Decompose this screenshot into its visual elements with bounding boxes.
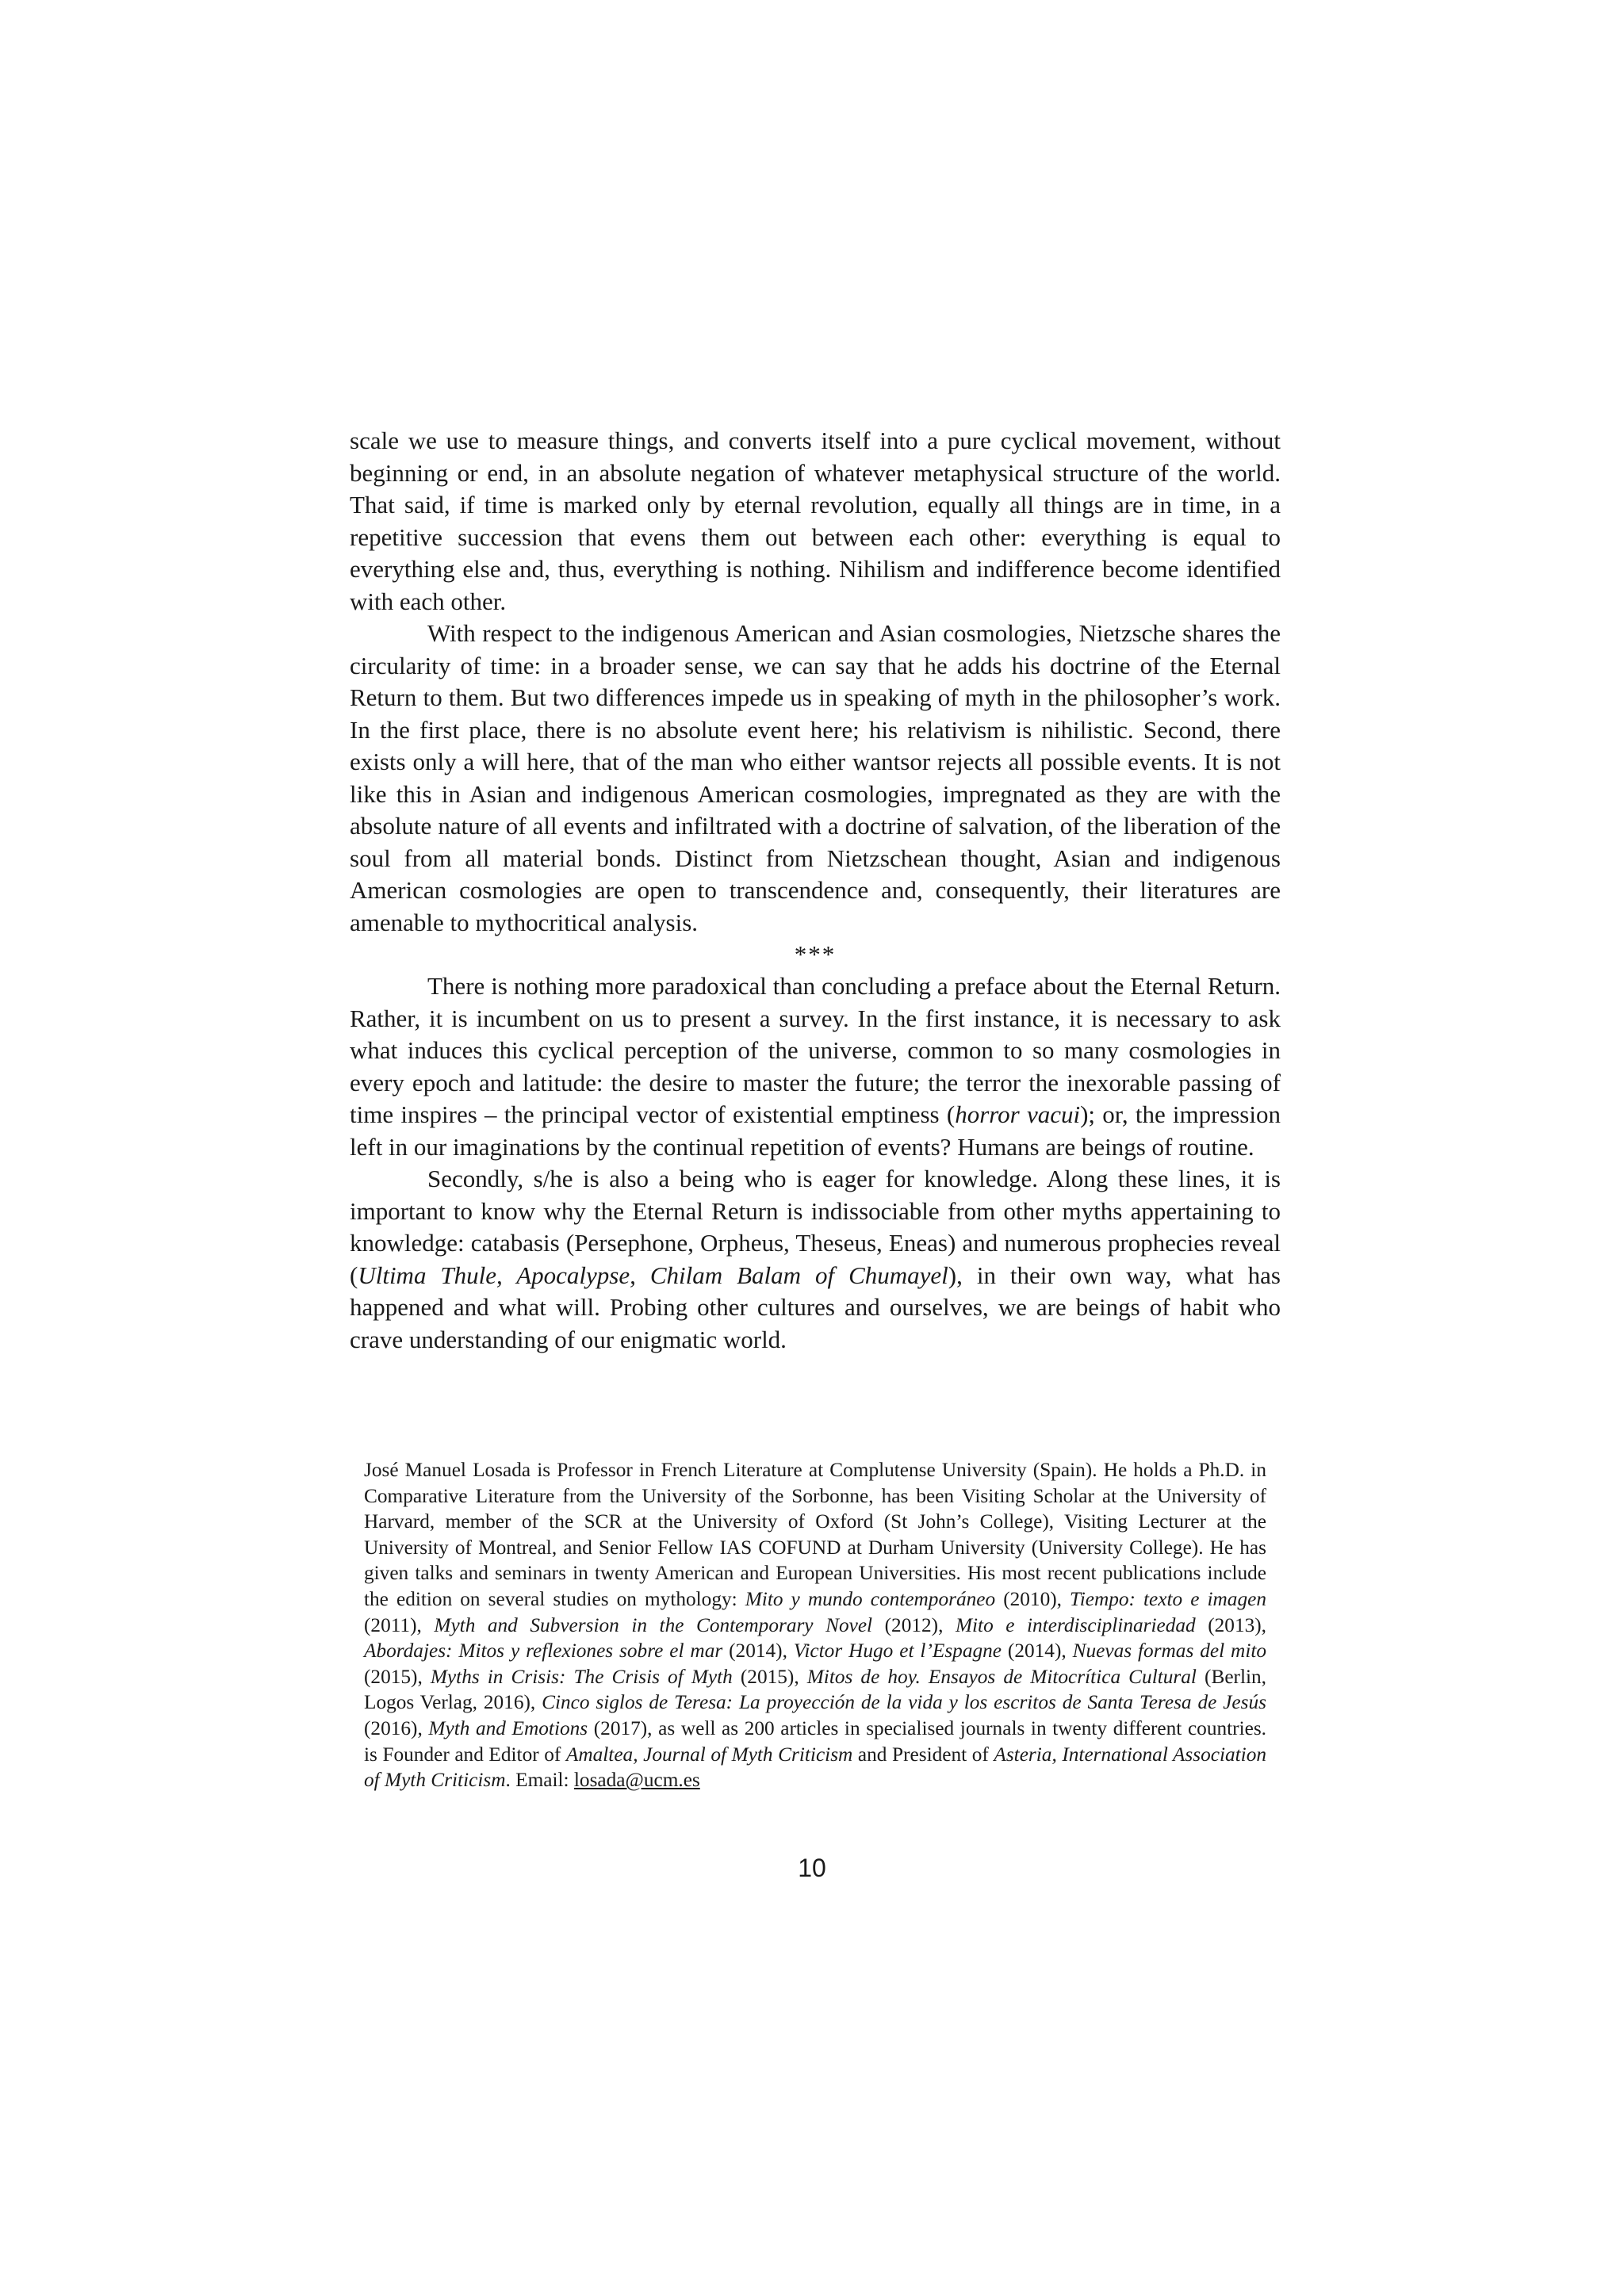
paragraph-2: With respect to the indigenous American and Asian cosmologies, Nietzsche shares the circularity of time: in a broader sense, we can say that he adds his doctrine of the Eternal Return to them. But two differences impede us in speaking of myth in the philosopher’s work. In the first place, there is no absolute event here; his relativism is nihilistic. Second, there exists only a will here, that of the man who either wantsor rejects all possible events. It is not like this in Asian and indigenous American cosmologies, impregnated as they are with the absolute nature of all events and infiltrated with a doctrine of salvation, of the liberation of the soul from all material bonds. Distinct from Nietzschean thought, Asian and indigenous American cosmologies are open to transcendence and, consequently, their literatures are amenable to mythocritical analysis. [350,619,1281,936]
author-bio: José Manuel Losada is Professor in French Literature at Complutense University (Spain). He holds a Ph.D. in Comparative Literature from the University of the Sorbonne, has been Visiting Scholar at the University of Harvard, member of the SCR at the University of Oxford (St John’s College), Visiting Lecturer at the University of Montreal, and Senior Fellow IAS COFUND at Durham University (University College). He has given talks and seminars in twenty American and European Universities. His most recent publications include the edition on several studies on mythology: Mito y mundo contemporáneo (2010), Tiempo: texto e imagen (2011), Myth and Subversion in the Contemporary Novel (2012), Mito e interdisciplinariedad (2013), Abordajes: Mitos y reflexiones sobre el mar (2014), Victor Hugo et l’Espagne (2014), Nuevas formas del mito (2015), Myths in Crisis: The Crisis of Myth (2015), Mitos de hoy. Ensayos de Mitocrítica Cultural (Berlin, Logos Verlag, 2016), Cinco siglos de Teresa: La proyección de la vida y los escritos de Santa Teresa de Jesús (2016), Myth and Emotions (2017), as well as 200 articles in specialised journals in twenty different countries. is Founder and Editor of Amaltea, Journal of Myth Criticism and President of Asteria, International Association of Myth Criticism. Email: losada@ucm.es [364,1459,1267,1792]
paragraph-4: Secondly, s/he is also a being who is eager for knowledge. Along these lines, it is important to know why the Eternal Return is indissociable from other myths appertaining to knowledge: catabasis (Persephone, Orpheus, Theseus, Eneas) and numerous prophecies reveal (Ultima Thule, Apocalypse, Chilam Balam of Chumayel), in their own way, what has happened and what will. Probing other cultures and ourselves, we are beings of habit who crave understanding of our enigmatic world. [350,1165,1281,1353]
paragraph-1: scale we use to measure things, and converts itself into a pure cyclical movement, without beginning or end, in an absolute negation of whatever metaphysical structure of the world. That said, if time is marked only by eternal revolution, equally all things are in time, in a repetitive succession that evens them out between each other: everything is equal to everything else and, thus, everything is nothing. Nihilism and indifference become identified with each other. [350,427,1281,615]
main-text [350,425,1281,1356]
email-link[interactable]: losada@ucm.es [573,1769,700,1792]
paragraph-3: There is nothing more paradoxical than concluding a preface about the Eternal Return. Rather, it is incumbent on us to present a survey. In the first instance, it is necessary to ask what induces this cyclical perception of the universe, common to so many cosmologies in every epoch and latitude: the desire to master the future; the terror the inexorable passing of time inspires – the principal vector of existential emptiness (horror vacui); or, the impression left in our imaginations by the continual repetition of events? Humans are beings of routine. [350,972,1281,1161]
page-number: 10 [798,1854,826,1882]
section-separator: *** [794,940,837,968]
